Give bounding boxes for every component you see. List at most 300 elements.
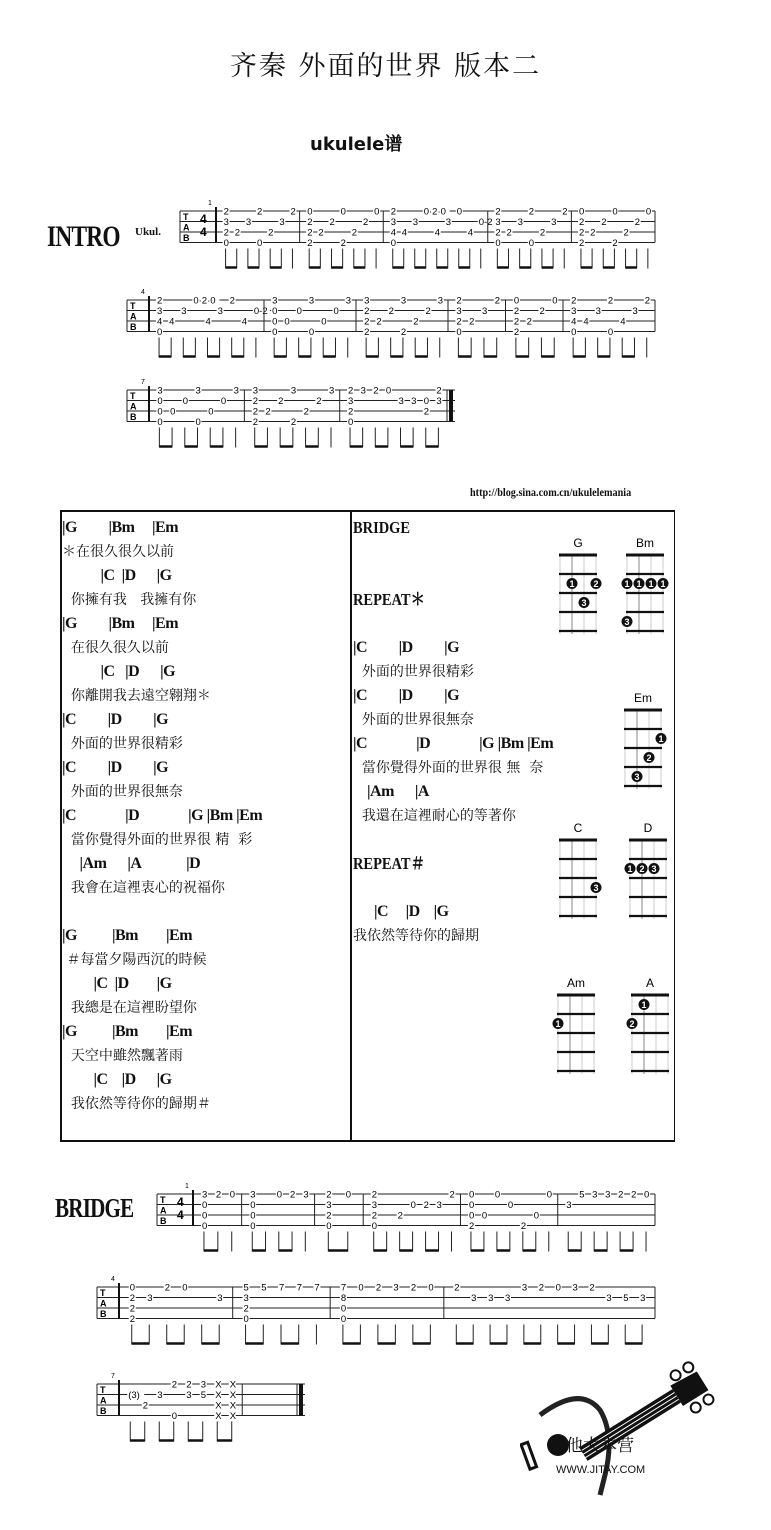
chord-line: |Am |A	[353, 783, 429, 800]
tab-note: 0	[257, 238, 263, 249]
tab-note: 2	[468, 1221, 475, 1232]
finger-number: 3	[624, 617, 630, 627]
tab-note: 2	[142, 1400, 149, 1412]
tab-note: 3	[521, 1282, 528, 1294]
tab-note: 2	[413, 316, 419, 328]
tab-note: 0	[612, 206, 618, 218]
tab-note: 2	[539, 306, 545, 317]
chord-line: |Am |A |D	[62, 855, 201, 872]
tab-note: X	[215, 1411, 222, 1422]
tab-clef-letter: A	[100, 1395, 107, 1406]
tab-note: 2	[618, 1189, 624, 1201]
tab-note: 2	[129, 1303, 136, 1315]
tab-note: 2	[243, 1303, 249, 1315]
lyric-line: 外面的世界很無奈	[353, 712, 474, 728]
tab-note: 3	[495, 217, 501, 228]
tab-note: 3	[436, 1200, 442, 1211]
tab-note: 2	[129, 1314, 136, 1325]
tab-note: 2	[257, 206, 263, 218]
tab-note: 3	[223, 217, 229, 228]
tab-note: 3	[290, 385, 297, 397]
tab-note: 0	[229, 1189, 236, 1201]
tab-note: 0	[468, 1189, 475, 1201]
lyric-line: 當你覺得外面的世界很 無 奈	[353, 760, 544, 776]
tab-note: 4	[390, 227, 397, 239]
tab-note: 2	[326, 1189, 332, 1201]
tab-note: 3	[326, 1200, 332, 1211]
lyric-line: 我會在這裡衷心的祝福你	[62, 880, 225, 896]
tab-note: 0	[533, 1210, 540, 1222]
tab-note: 3	[606, 1293, 612, 1304]
tab-clef-letter: A	[183, 222, 190, 233]
tab-clef-letter: B	[183, 233, 190, 243]
tab-note: 3	[551, 217, 557, 228]
blank-line	[353, 564, 553, 588]
tab-clef-letter: A	[160, 1205, 167, 1216]
lyrics-right-column	[353, 516, 553, 948]
tab-note: 3	[195, 385, 201, 397]
tab-clef-letter: T	[183, 212, 189, 222]
tab-note: 0	[250, 1221, 256, 1232]
subtitle: ukulele谱	[310, 134, 403, 155]
chord-line: |C |D |G	[62, 975, 172, 992]
tab-note: 0	[340, 1303, 347, 1315]
lyric-line: 我總是在這裡盼望你	[62, 1000, 197, 1016]
tab-note: 0	[243, 1314, 249, 1325]
finger-number: 3	[651, 864, 657, 874]
tab-clef-letter: T	[100, 1385, 106, 1395]
chord-name: Bm	[636, 536, 654, 550]
tab-note: 3	[595, 306, 601, 317]
tab-note: 0	[182, 396, 189, 407]
tab-note: 0	[390, 238, 397, 249]
tab-note: 2	[520, 1221, 527, 1232]
chord-line: |C |D |G	[62, 759, 169, 776]
tab-staff	[157, 1183, 655, 1252]
tab-note: 2	[376, 316, 382, 328]
lyrics-left-column	[62, 516, 262, 1116]
tab-note: 0	[333, 306, 339, 317]
tab-note: 2	[223, 227, 229, 239]
tab-note: 2	[538, 1282, 545, 1294]
tab-note: 3	[233, 385, 239, 397]
blank-line	[353, 540, 553, 564]
tab-note: 7	[314, 1282, 320, 1294]
chord-name: C	[573, 821, 583, 835]
tab-note: 2	[307, 227, 313, 239]
tab-note: 2	[340, 238, 346, 249]
tab-note: 0	[578, 206, 585, 218]
tab-note: 0	[552, 295, 558, 307]
finger-number: 2	[593, 579, 599, 589]
tab-note: 0	[456, 206, 463, 218]
tab-note: 2	[307, 217, 313, 228]
tab-note: 3	[445, 217, 452, 228]
tab-note: 2	[539, 227, 546, 239]
tab-note: 3	[456, 306, 462, 317]
tab-note: 3	[640, 1293, 646, 1304]
tab-note: 0	[345, 1189, 352, 1201]
tab-clef-letter: T	[130, 391, 136, 401]
chord-name: Em	[634, 691, 652, 705]
tab-note: 3	[411, 396, 417, 407]
tab-note: 2	[329, 217, 335, 228]
tab-note: 2	[303, 406, 309, 418]
lyric-line: 外面的世界很精彩	[62, 736, 183, 752]
tab-note: 3	[329, 385, 335, 397]
tab-note: 0	[272, 316, 278, 328]
measure-number: 1	[208, 200, 212, 207]
tab-note: 7	[278, 1282, 285, 1294]
tab-note: 0	[607, 327, 614, 338]
finger-number: 1	[555, 1019, 561, 1029]
tab-staff	[127, 379, 455, 448]
tab-note: 2	[590, 227, 596, 239]
tab-note: 2	[268, 227, 274, 239]
tab-note: 2	[348, 406, 354, 418]
tab-clef-letter: B	[160, 1216, 167, 1226]
section-marker: BRIDGE	[353, 518, 411, 537]
time-signature: 4	[200, 212, 207, 226]
tab-note: 2	[364, 306, 370, 317]
tab-note: 2	[373, 385, 379, 397]
chord-name: Am	[567, 976, 585, 990]
finger-number: 2	[629, 1019, 635, 1029]
finger-number: 1	[641, 1000, 647, 1010]
tab-note: 0	[326, 1221, 332, 1232]
tab-note: 5	[261, 1282, 267, 1294]
tab-note: 0	[371, 1221, 377, 1232]
tab-clef-letter: B	[130, 412, 137, 422]
tab-note: 0	[410, 1200, 416, 1211]
tab-note: 2	[589, 1282, 595, 1294]
tab-note: 4	[241, 316, 248, 328]
tab-note: 3	[360, 385, 366, 397]
tab-note: 2	[631, 1189, 637, 1201]
tab-note: 2	[607, 295, 614, 307]
chord-line: |C |D |G	[353, 639, 460, 656]
tab-note: 2	[290, 206, 296, 218]
tab-note: 0	[385, 385, 392, 397]
lyric-line: 我還在這裡耐心的等著你	[353, 808, 516, 824]
tab-note: 2	[364, 327, 370, 338]
tab-note: 2	[215, 1189, 222, 1201]
tab-note: 3	[243, 1293, 249, 1304]
tab-note: 0-2	[253, 306, 268, 317]
tab-note: 2	[390, 206, 397, 218]
tab-note: 2	[623, 227, 629, 239]
tab-note: 3	[157, 1390, 163, 1401]
tab-note: 0	[220, 396, 227, 407]
lyric-line: ＃每當夕陽西沉的時候	[62, 952, 207, 968]
tab-note: 2	[186, 1379, 192, 1391]
tab-note: X	[229, 1400, 237, 1412]
tab-note: 3	[592, 1189, 598, 1201]
tab-note: 2	[157, 295, 163, 307]
tab-note: 3	[200, 1379, 207, 1391]
tab-note: 5	[200, 1390, 207, 1401]
chord-line: |G |Bm |Em	[62, 1023, 193, 1040]
tab-note: 0	[468, 1200, 475, 1211]
tab-clef-letter: T	[160, 1195, 166, 1205]
tab-note: 3	[272, 295, 278, 307]
tab-note: 0	[507, 1200, 514, 1211]
tab-note: 4	[583, 316, 589, 328]
tab-note: 2	[252, 417, 259, 428]
tab-note: 4	[157, 316, 163, 328]
tab-note: 3	[252, 385, 259, 397]
tab-note: 2	[371, 1189, 377, 1201]
tab-note: 4	[205, 316, 211, 328]
tab-note: 0	[276, 1189, 283, 1201]
tab-note: 0	[571, 327, 577, 338]
tab-note: 0	[481, 1210, 488, 1222]
tab-note: 3	[245, 217, 252, 228]
tab-note: 2	[252, 396, 259, 407]
tab-note: 2	[423, 1200, 429, 1211]
tab-note: 3	[412, 217, 419, 228]
tab-note: 2	[316, 396, 322, 407]
tab-note: 0	[340, 206, 346, 218]
chord-line: |C |D |G	[62, 711, 169, 728]
chord-name: G	[573, 536, 583, 550]
tab-note: 2	[644, 295, 651, 307]
tab-note: 3	[157, 306, 163, 317]
tab-clef-letter: A	[100, 1298, 107, 1309]
tab-clef-letter: T	[100, 1288, 106, 1298]
tab-note: 3	[157, 385, 163, 397]
tab-note: 2	[513, 306, 520, 317]
tab-note: 0	[272, 306, 278, 317]
tab-note: 3	[566, 1200, 572, 1211]
tab-note: X	[229, 1379, 237, 1391]
tab-note: 3	[572, 1282, 578, 1294]
instrument-label: Ukul.	[135, 226, 161, 238]
tab-note: 2	[252, 406, 259, 418]
tab-note: 2	[601, 217, 607, 228]
tab-note: 5	[243, 1282, 249, 1294]
section-marker: REPEAT＊	[353, 590, 425, 609]
tab-note: 3	[181, 306, 187, 317]
lyric-line: 天空中雖然飄著雨	[62, 1048, 183, 1064]
tab-note: 8	[340, 1293, 347, 1304]
tab-note: 2	[362, 217, 369, 228]
tab-note: 3	[488, 1293, 494, 1304]
finger-number: 1	[660, 579, 666, 589]
tab-note: 2	[397, 1210, 403, 1222]
chord-line: |C |D |G	[62, 567, 172, 584]
tab-note: 2	[526, 316, 532, 328]
tab-note: 2	[578, 227, 585, 239]
tab-note: (3)	[128, 1390, 140, 1401]
measure-number: 7	[141, 379, 145, 386]
bridge-section-label: BRIDGE	[55, 1193, 134, 1223]
finger-number: 3	[581, 598, 587, 608]
tab-note: 4	[434, 227, 441, 239]
tab-note: 0	[157, 417, 163, 428]
tab-note: 2	[513, 327, 520, 338]
tab-note: 3	[201, 1189, 208, 1201]
logo-site-text: WWW.JITAY.COM	[556, 1464, 646, 1476]
tab-note: 7	[340, 1282, 347, 1294]
tab-note: 2	[494, 295, 501, 307]
tab-note: 0	[157, 327, 163, 338]
tab-clef-letter: T	[130, 301, 136, 311]
chord-line: |C |D |G	[353, 903, 449, 920]
tab-note: 2	[326, 1210, 332, 1222]
tab-note: 0	[495, 238, 501, 249]
tab-note: 4	[401, 227, 408, 239]
tab-note: 3	[345, 295, 352, 307]
tab-note: 2	[571, 295, 577, 307]
time-signature: 4	[177, 1195, 184, 1209]
tab-note: 2	[469, 316, 475, 328]
chord-name: A	[645, 976, 655, 990]
time-signature: 4	[177, 1208, 184, 1222]
tab-note: 2	[234, 227, 241, 239]
tab-clef-letter: A	[130, 311, 137, 322]
tab-note: 2	[634, 217, 640, 228]
tab-note: 2	[578, 238, 585, 249]
tab-note: 2	[348, 385, 354, 397]
tab-note: 2	[454, 1282, 460, 1294]
tab-note: 3	[481, 306, 488, 317]
finger-number: 2	[646, 753, 652, 763]
tab-note: 0	[374, 206, 380, 218]
tab-staff	[127, 289, 655, 358]
finger-number: 3	[634, 772, 640, 782]
jitay-logo	[520, 1355, 720, 1505]
tab-note: 2	[495, 227, 501, 239]
tab-staff	[97, 1373, 305, 1442]
tab-note: 0-2	[478, 217, 493, 228]
tab-note: X	[229, 1390, 237, 1401]
tab-note: 3	[571, 306, 577, 317]
tab-note: 0	[528, 238, 535, 249]
tab-note: 0	[201, 1200, 208, 1211]
tab-note: 2	[375, 1282, 382, 1294]
tab-note: 2	[456, 316, 462, 328]
lyric-line: 當你覺得外面的世界很 精 彩	[62, 832, 253, 848]
tab-note: 3	[147, 1293, 153, 1304]
measure-number: 4	[141, 289, 145, 296]
tab-note: 3	[390, 217, 397, 228]
tab-staff	[97, 1276, 655, 1345]
finger-number: 3	[593, 883, 599, 893]
chord-line: |C |D |G |Bm |Em	[62, 807, 263, 824]
tab-note: 2	[265, 406, 271, 418]
tab-note: 3	[250, 1189, 256, 1201]
tab-note: 2	[562, 206, 568, 218]
measure-number: 1	[185, 1183, 189, 1190]
tab-note: 2	[278, 396, 284, 407]
tab-note: 3	[303, 1189, 309, 1201]
tab-note: 3	[517, 217, 523, 228]
tab-note: 3	[437, 295, 444, 307]
tab-note: 3	[217, 306, 223, 317]
tab-note: 0	[513, 295, 520, 307]
chord-line: |G |Bm |Em	[62, 615, 179, 632]
tab-note: 0	[157, 406, 163, 418]
tab-note: 2	[129, 1293, 136, 1304]
page-title: 齐秦 外面的世界 版本二	[229, 51, 542, 82]
lyric-line: 外面的世界很無奈	[62, 784, 183, 800]
finger-number: 1	[569, 579, 575, 589]
chord-line: |C |D |G	[62, 1071, 172, 1088]
intro-section-label: INTRO	[47, 220, 120, 253]
tab-note: 0	[195, 417, 201, 428]
tab-note: 2	[400, 327, 407, 338]
tab-note: 0	[307, 206, 313, 218]
lyric-line: ＊在很久很久以前	[62, 544, 174, 560]
tab-note: 3	[632, 306, 638, 317]
measure-number: 7	[111, 1373, 115, 1380]
tab-note: 2	[456, 295, 462, 307]
tab-note: 3	[400, 295, 407, 307]
finger-number: 1	[627, 864, 633, 874]
tab-note: 0	[171, 1411, 178, 1422]
logo-brand-text: 吉他大本营	[549, 1436, 634, 1455]
tab-note: 0	[308, 327, 315, 338]
tab-note: 2	[436, 385, 442, 397]
tab-note: 2	[364, 316, 370, 328]
tab-note: 2	[290, 417, 297, 428]
tab-note: 2	[495, 206, 501, 218]
tab-note: 0	[250, 1200, 256, 1211]
tab-note: X	[229, 1411, 237, 1422]
tab-note: 0	[340, 1314, 347, 1325]
guitar-neck-icon	[571, 1360, 715, 1475]
lyric-line: 你擁有我 我擁有你	[62, 592, 197, 608]
tab-note: 2	[223, 206, 229, 218]
tab-note: 0	[182, 1282, 188, 1294]
tab-note: 2	[290, 1189, 296, 1201]
chord-line: |G |Bm |Em	[62, 519, 179, 536]
tab-note: 4	[467, 227, 474, 239]
panel-divider	[350, 510, 352, 1142]
time-signature: 4	[200, 225, 207, 239]
blank-line	[62, 900, 262, 924]
chord-line: |C |D |G |Bm |Em	[353, 735, 554, 752]
tab-note: 2	[164, 1282, 171, 1294]
tab-clef-letter: B	[100, 1309, 107, 1319]
tab-note: 3	[471, 1293, 477, 1304]
chord-name: D	[643, 821, 653, 835]
tab-note: 0	[423, 396, 430, 407]
tab-note: 2	[425, 306, 431, 317]
section-marker: REPEAT＃	[353, 854, 425, 873]
tab-clef-letter: B	[100, 1406, 107, 1416]
finger-number: 1	[636, 579, 642, 589]
tab-note: 3	[186, 1390, 192, 1401]
lyric-line: 你離開我去遠空翱翔＊	[62, 688, 211, 704]
lyric-line: 我依然等待你的歸期	[353, 928, 479, 944]
tab-note: 0·2·0	[193, 295, 216, 307]
blank-line	[353, 828, 553, 852]
tab-note: 5	[579, 1189, 585, 1201]
lyric-line: 外面的世界很精彩	[353, 664, 474, 680]
finger-number: 1	[648, 579, 654, 589]
tab-note: 0	[468, 1210, 475, 1222]
tab-note: 0	[428, 1282, 434, 1294]
finger-number: 2	[639, 864, 645, 874]
tab-note: 0	[494, 1189, 501, 1201]
tab-note: 2	[307, 238, 313, 249]
tab-note: 0	[201, 1221, 208, 1232]
lyric-line: 我依然等待你的歸期＃	[62, 1096, 211, 1112]
tab-note: 0	[208, 406, 214, 418]
tab-note: 0	[644, 1189, 650, 1201]
